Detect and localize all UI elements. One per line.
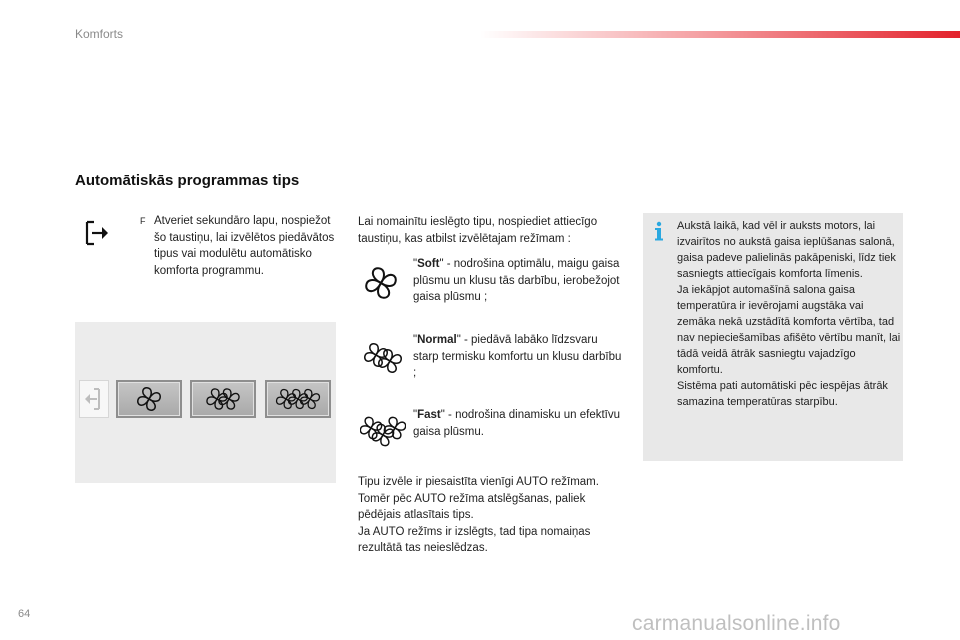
fast-mode-text: - nodrošina dinamisku un efektīvu gaisa plūsmu. xyxy=(413,409,620,438)
instruction-text: Atveriet sekundāro lapu, nospiežot šo taustiņu, lai izvēlētos piedāvātos tipus vai modulētu automātisko komforta programmu. xyxy=(154,215,335,277)
quote-close: " xyxy=(456,334,461,346)
mode-intro-text: Lai nomainītu ieslēgto tipu, nospiediet attiecīgo taustiņu, kas atbilst izvēlētajam režīmam : xyxy=(358,216,598,245)
soft-mode-text: - nodrošina optimālu, maigu gaisa plūsmu un klusu tās darbību, ierobežojot gaisa plūsmu ; xyxy=(413,258,620,303)
fast-mode-name: Fast xyxy=(417,409,441,421)
quote-open: " xyxy=(413,409,418,421)
info-paragraph-2: Ja iekāpjot automašīnā salona gaisa temperatūra ir ievērojami augstāka vai zemāka nekā uzstādītā komforta vērtība, tad nav nepieciešamības afišēto vērtību manīt, lai tādā veidā ātrāk sasniegtu vajadzīgo komfortu. xyxy=(677,284,901,376)
soft-mode-name: Soft xyxy=(417,258,440,270)
fan-fast-icon xyxy=(360,414,406,448)
normal-mode-button[interactable] xyxy=(190,380,256,418)
enter-arrow-icon xyxy=(84,220,110,246)
info-paragraph-1: Aukstā laikā, kad vēl ir auksts motors, lai izvairītos no aukstā gaisa ieplūšanas salonā, gaisa padeve palielinās pakāpeniski, līdz tiek sasniegts attiecīgais komforta līmenis. xyxy=(677,220,896,280)
header-accent-bar xyxy=(480,31,960,38)
quote-close: " xyxy=(440,409,445,421)
info-text xyxy=(677,218,901,410)
normal-mode-text: - piedāvā labāko līdzsvaru starp termisku komfortu un klusu darbību ; xyxy=(413,334,622,379)
section-title: Automātiskās programmas tips xyxy=(75,172,300,189)
normal-mode-description xyxy=(413,332,623,382)
info-box xyxy=(643,213,903,461)
quote-close: " xyxy=(439,258,444,270)
auto-mode-note xyxy=(358,474,626,557)
soft-mode-button[interactable] xyxy=(116,380,182,418)
fan-2-icon xyxy=(203,385,243,413)
page-number: 64 xyxy=(18,608,31,620)
info-icon xyxy=(652,221,666,241)
fast-mode-description xyxy=(413,407,623,440)
watermark: carmanualsonline.info xyxy=(632,612,841,635)
quote-open: " xyxy=(413,258,418,270)
bullet-mark: F xyxy=(140,216,146,226)
soft-mode-description xyxy=(413,256,623,306)
auto-note-line-2: Ja AUTO režīms ir izslēgts, tad tipa nomaiņas rezultātā tas neieslēdzas. xyxy=(358,525,591,554)
auto-note-line-1: Tipu izvēle ir piesaistīta vienīgi AUTO režīmam. Tomēr pēc AUTO režīma atslēgšanas, paliek pēdējais atlasītais tips. xyxy=(358,476,599,521)
fan-3-icon xyxy=(273,385,323,413)
fan-soft-icon xyxy=(364,266,398,300)
fan-1-icon xyxy=(134,385,164,413)
info-paragraph-3: Sistēma pati automātiski pēc iespējas ātrāk samazina temperatūras starpību. xyxy=(677,380,888,408)
quote-open: " xyxy=(413,334,418,346)
control-panel-illustration xyxy=(75,322,336,483)
instruction-bullet xyxy=(140,213,340,279)
fan-normal-icon xyxy=(364,341,402,375)
fast-mode-button[interactable] xyxy=(265,380,331,418)
normal-mode-name: Normal xyxy=(417,334,457,346)
back-button[interactable] xyxy=(79,380,109,418)
page-header-title: Komforts xyxy=(75,27,124,41)
panel-button-row xyxy=(75,380,336,420)
back-arrow-icon xyxy=(80,381,108,417)
